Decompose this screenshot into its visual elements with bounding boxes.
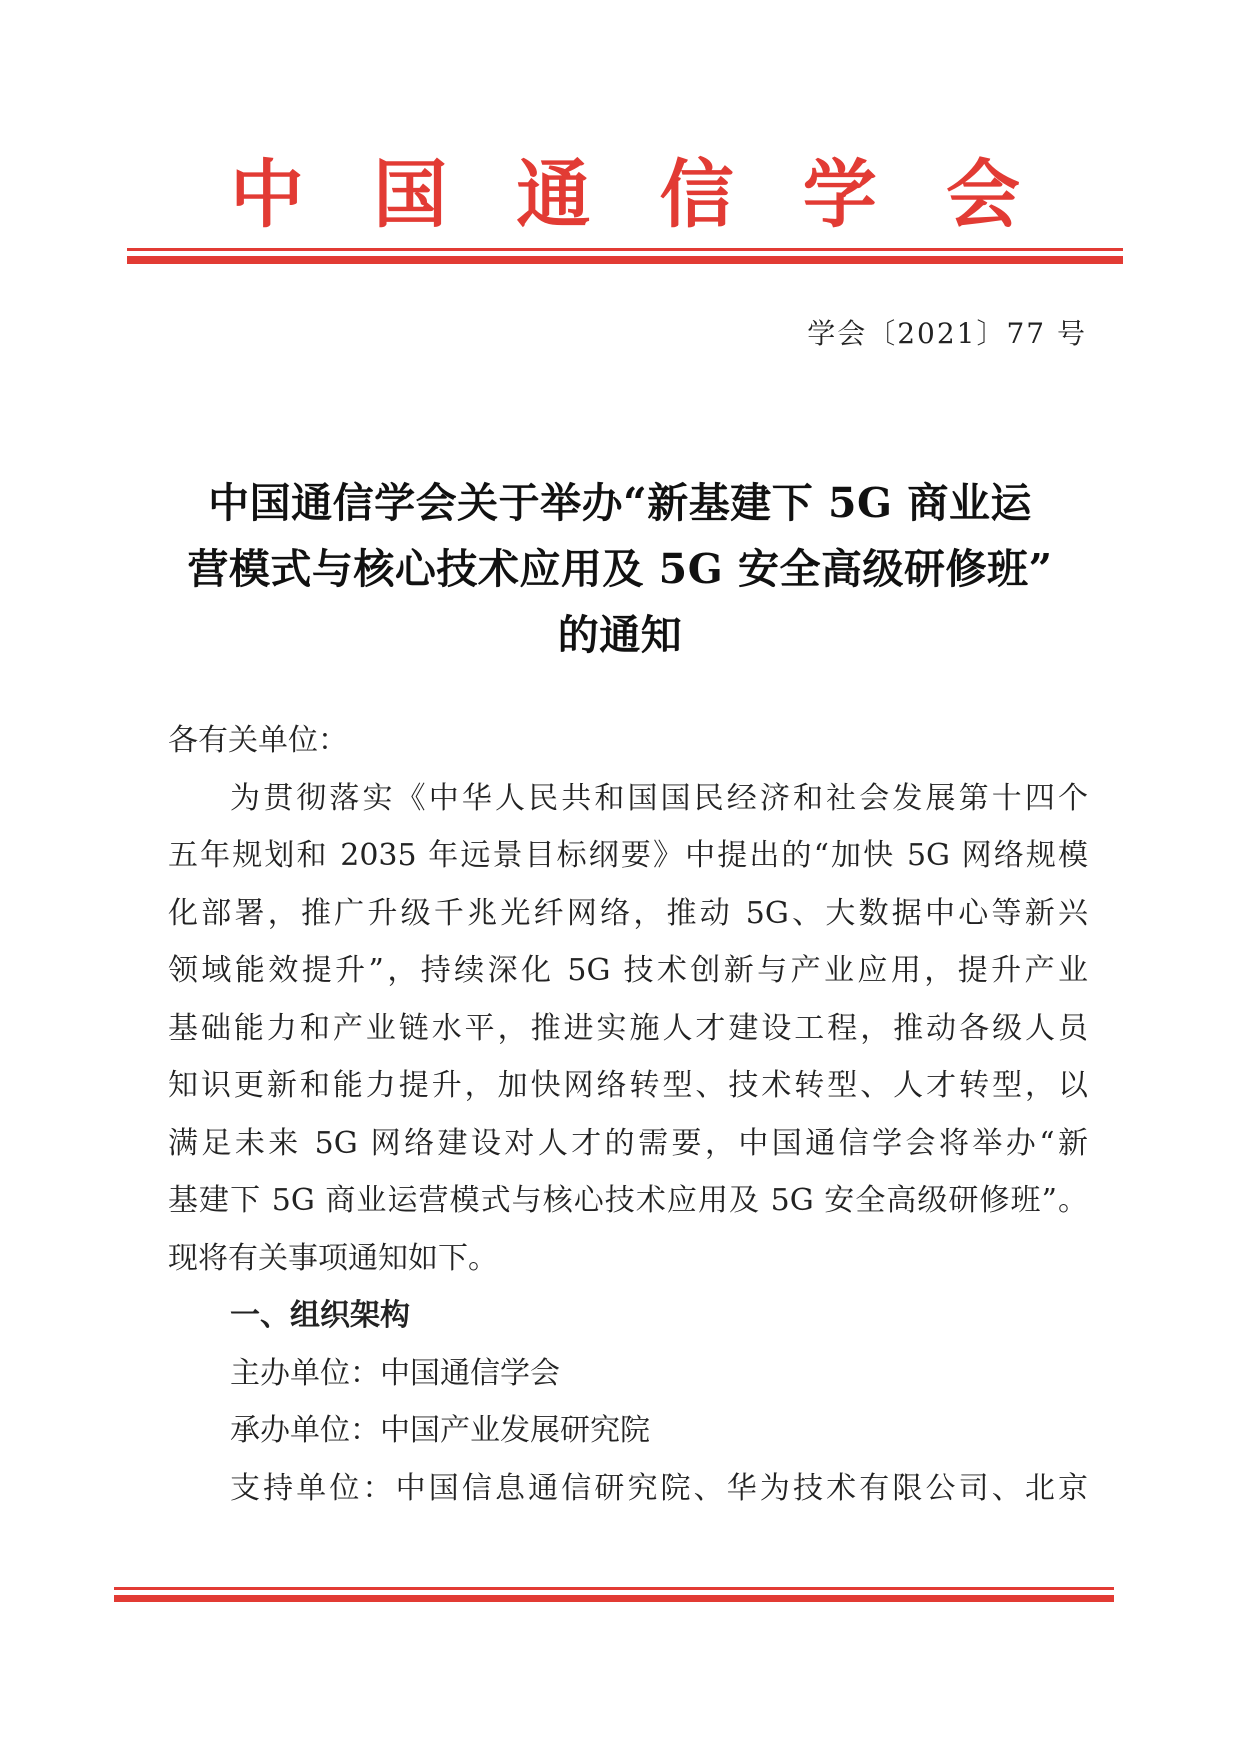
masthead-char: 信	[659, 152, 734, 238]
paragraph-line: 五年规划和 2035 年远景目标纲要》中提出的“加快 5G 网络规模	[168, 838, 1088, 873]
paragraph-line: 满足未来 5G 网络建设对人才的需要，中国通信学会将举办“新	[168, 1125, 1088, 1161]
salutation: 各有关单位：	[168, 723, 348, 758]
paragraph-line: 现将有关事项通知如下。	[168, 1240, 498, 1276]
document-number: 学会〔2021〕77 号	[807, 317, 1087, 350]
title-line: 中国通信学会关于举办“新基建下 5G 商业运	[208, 479, 1032, 527]
paragraph-line: 基础能力和产业链水平，推进实施人才建设工程，推动各级人员	[168, 1010, 1088, 1046]
paragraph-line: 化部署，推广升级千兆光纤网络，推动 5G、大数据中心等新兴	[168, 895, 1088, 931]
notice-title	[140, 470, 1100, 668]
masthead-char: 学	[802, 152, 877, 238]
masthead	[230, 150, 1020, 240]
notice-body	[168, 712, 1088, 1517]
paragraph-line: 知识更新和能力提升，加快网络转型、技术转型、人才转型，以	[168, 1068, 1088, 1103]
title-line: 的通知	[557, 611, 683, 659]
header-rule-thin	[127, 248, 1123, 251]
undertaker-line: 承办单位：中国产业发展研究院	[230, 1413, 650, 1448]
paragraph-line: 基建下 5G 商业运营模式与核心技术应用及 5G 安全高级研修班”。	[168, 1183, 1088, 1218]
paragraph-line: 为贯彻落实《中华人民共和国国民经济和社会发展第十四个	[230, 780, 1088, 816]
organizer-line: 主办单位：中国通信学会	[230, 1355, 560, 1391]
masthead-char: 通	[516, 152, 591, 238]
masthead-char: 中	[230, 152, 304, 238]
paragraph-line: 领域能效提升”，持续深化 5G 技术创新与产业应用，提升产业	[168, 953, 1088, 988]
masthead-char: 会	[945, 152, 1020, 238]
footer-rule-thin	[114, 1587, 1114, 1590]
masthead-char: 国	[373, 152, 448, 238]
section-heading: 一、组织架构	[230, 1298, 410, 1333]
footer-rule-thick	[114, 1595, 1114, 1602]
title-line: 营模式与核心技术应用及 5G 安全高级研修班”	[187, 545, 1053, 593]
supporter-line: 支持单位：中国信息通信研究院、华为技术有限公司、北京	[230, 1470, 1088, 1506]
header-rule-thick	[127, 256, 1123, 264]
